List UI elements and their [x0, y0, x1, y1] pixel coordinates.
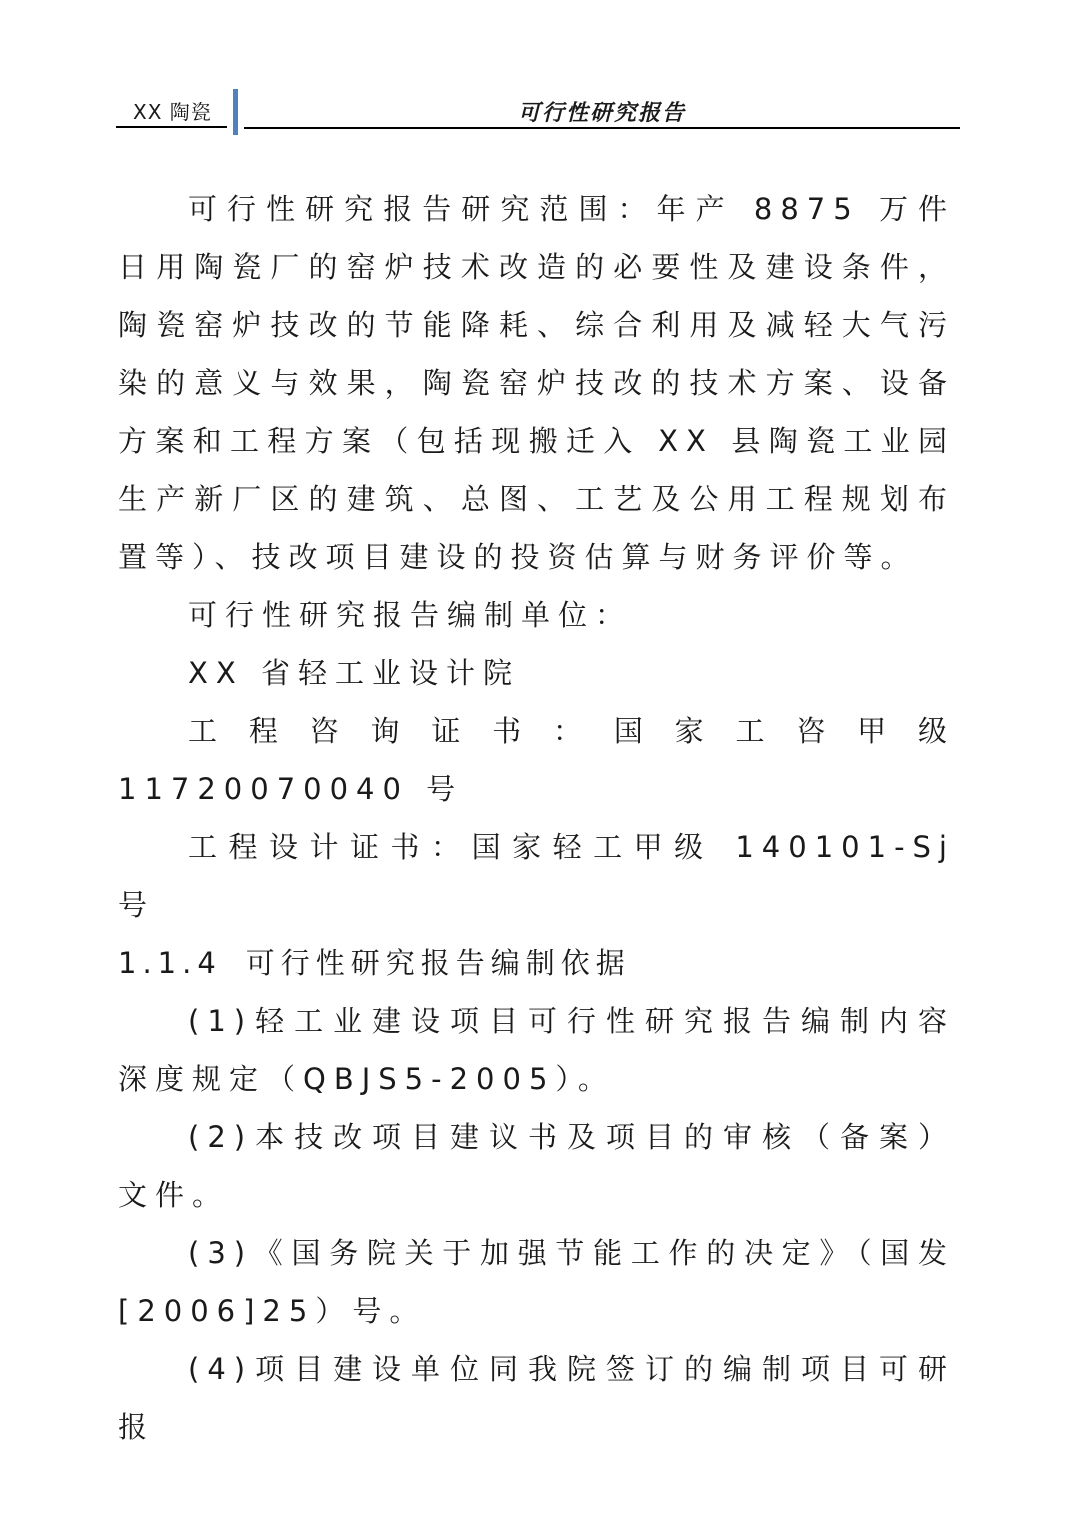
paragraph-basis-2: (2)本技改项目建议书及项目的审核（备案）文件。: [118, 1120, 955, 1212]
paragraph-basis-4: (4)项目建设单位同我院签订的编制项目可研报: [118, 1352, 955, 1444]
paragraph-scope: 可行性研究报告研究范围：年产 8875 万件日用陶瓷厂的窑炉技术改造的必要性及建设条件，陶瓷窑炉技改的节能降耗、综合利用及减轻大气污染的意义与效果，陶瓷窑炉技改的技术方案、设备方案和工程方案（包括现搬迁入 XX 县陶瓷工业园生产新厂区的建筑、总图、工艺及公用工程规划布置等）、技改项目建设的投资估算与财务评价等。: [118, 192, 955, 574]
section-heading: [118, 934, 955, 992]
paragraph-cert-consult: 工程咨询证书：国家工咨甲级 11720070040 号: [118, 714, 955, 806]
paragraph-cert-design: 工程设计证书：国家轻工甲级 140101-Sj 号: [118, 830, 955, 922]
paragraph-basis-1: (1)轻工业建设项目可行性研究报告编制内容深度规定（QBJS5-2005）。: [118, 1004, 955, 1096]
header-right-rule: [244, 127, 960, 129]
section-title: 可行性研究报告编制依据: [245, 946, 631, 980]
section-number: 1.1.4: [118, 946, 222, 980]
paragraph-basis-3: (3)《国务院关于加强节能工作的决定》（国发[2006]25）号。: [118, 1236, 955, 1328]
header-accent-bar: [233, 89, 238, 135]
header-company: XX 陶瓷: [133, 100, 212, 124]
header-left-rule: [116, 126, 227, 128]
paragraph-unit-name: XX 省轻工业设计院: [188, 656, 520, 690]
document-body: [118, 180, 955, 1456]
header-title: 可行性研究报告: [518, 101, 687, 126]
paragraph-unit-label: 可行性研究报告编制单位：: [188, 598, 633, 632]
